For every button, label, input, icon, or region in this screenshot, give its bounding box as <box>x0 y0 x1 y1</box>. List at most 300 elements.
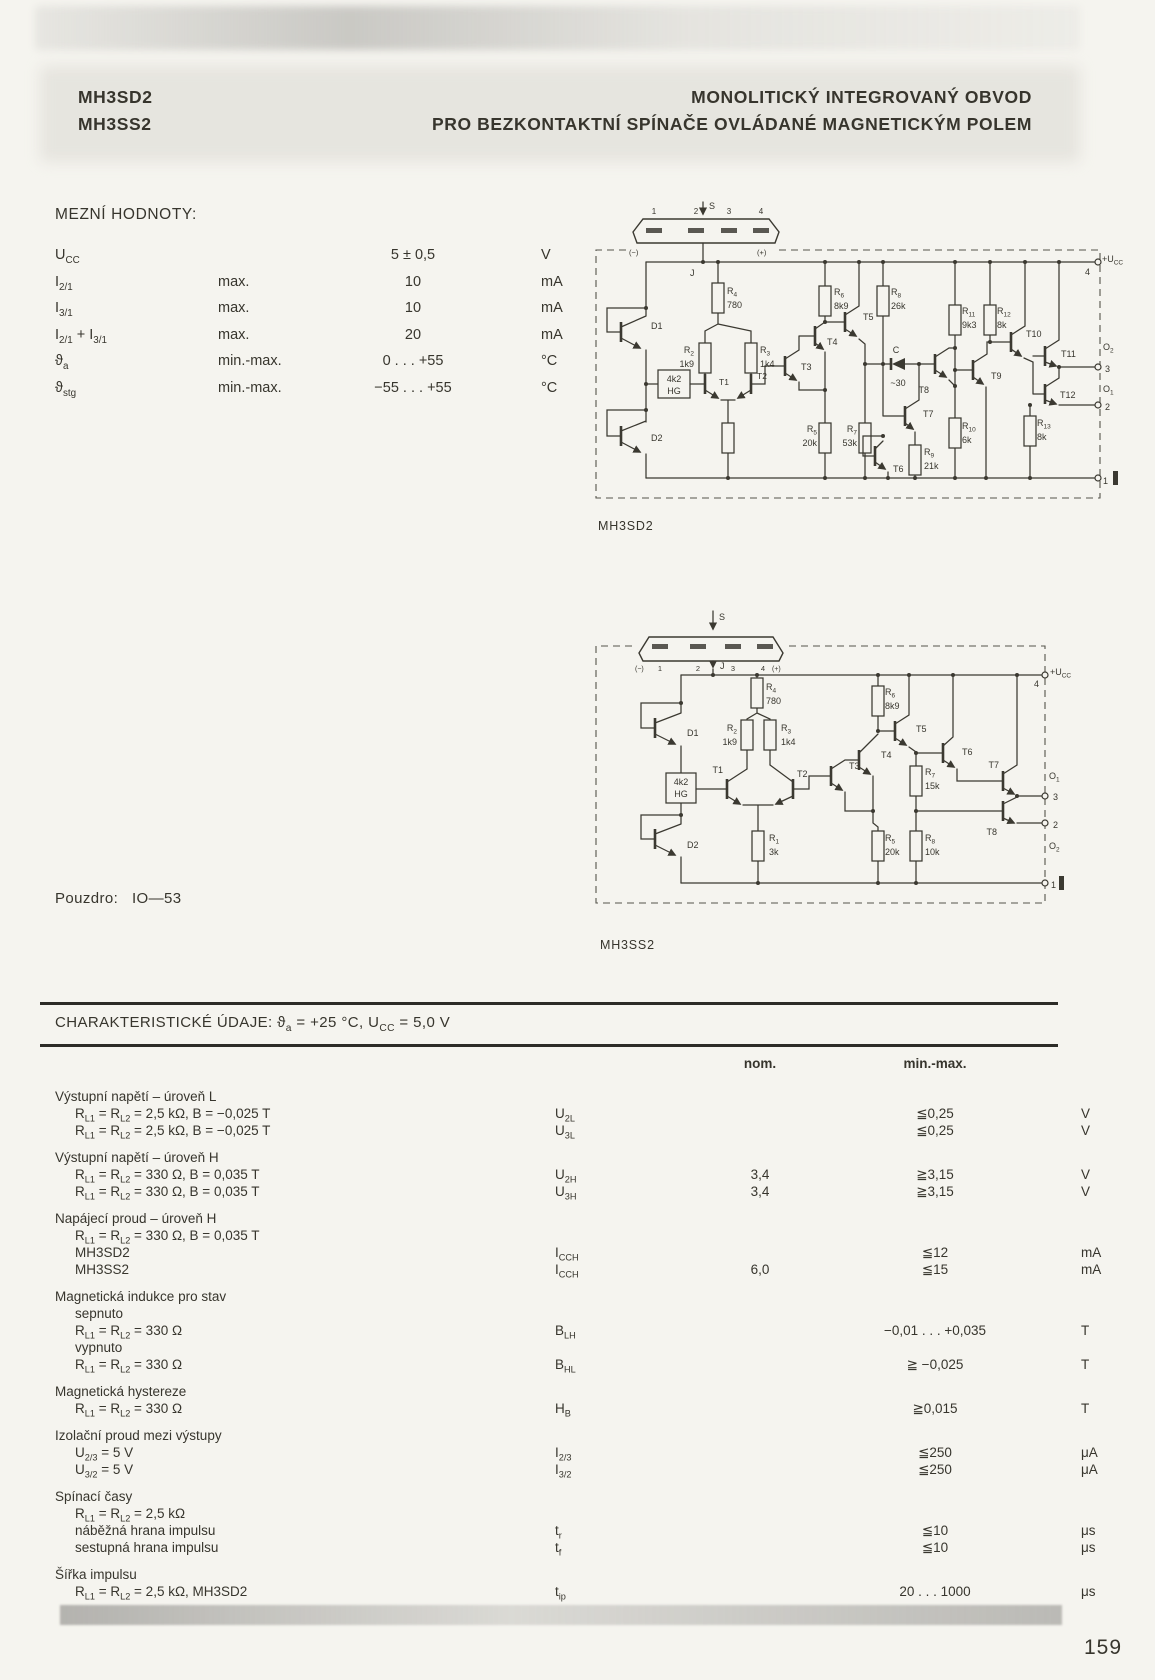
table-cell: ≦250 <box>918 1462 952 1477</box>
table-cell: ≧ −0,025 <box>906 1357 964 1372</box>
table-row <box>55 1339 1120 1356</box>
schematic-label: 3 <box>726 207 732 216</box>
schematic-label: S <box>709 201 716 211</box>
schematic-label: 15k <box>925 781 940 791</box>
table-cell <box>555 1566 705 1583</box>
schematic-label: C <box>892 345 900 355</box>
schematic-label: 2 <box>1053 820 1059 830</box>
table-row <box>55 1288 1120 1305</box>
table-cell: Magnetická hystereze <box>55 1384 187 1399</box>
schematic-label: D2 <box>687 840 699 850</box>
table-cell: $R_{L1} = R_{L2} = 2,5$ kΩ, B = −0,025 T <box>75 1106 271 1124</box>
table-cell: $R_{L1} = R_{L2} = 330$ Ω <box>75 1323 183 1341</box>
schematic-label: 1k4 <box>760 359 775 369</box>
table-cell: V <box>541 247 551 263</box>
schematic-label: T5 <box>916 724 927 734</box>
schematic-label: T5 <box>863 312 874 322</box>
schematic-label: ~30 <box>890 378 906 388</box>
schematic2-caption: MH3SS2 <box>600 938 655 952</box>
schematic-label: 8k <box>1037 432 1047 442</box>
table-cell <box>705 1210 815 1227</box>
table-cell: T <box>1081 1357 1090 1372</box>
schematic-label: T6 <box>893 464 904 474</box>
table-cell <box>705 1539 815 1562</box>
table-cell <box>705 1122 815 1145</box>
table-cell: Výstupní napětí – úroveň L <box>55 1089 217 1104</box>
package-note-value: IO—53 <box>131 890 182 907</box>
schematic-label: 4 <box>1034 679 1040 689</box>
schematic-label: $R_8$ <box>925 833 936 846</box>
table-cell: −55 . . . +55 <box>374 379 452 396</box>
ground-icon <box>1113 471 1118 485</box>
table-cell: ≦0,25 <box>916 1106 954 1121</box>
schematic-label: J <box>690 268 695 278</box>
schematic-label: T8 <box>918 385 929 395</box>
table-cell <box>705 1583 815 1606</box>
table-cell: V <box>1081 1106 1091 1121</box>
table-cell <box>555 1288 705 1305</box>
table-cell <box>815 1088 1055 1105</box>
schematic-label: 4k2 <box>666 374 682 384</box>
schematic-label: (−) <box>629 248 639 257</box>
table-cell <box>705 1488 815 1505</box>
part-number-2: MH3SS2 <box>78 114 152 134</box>
table-row <box>55 269 615 296</box>
table-cell: $R_{L1} = R_{L2} = 330$ Ω <box>75 1401 183 1419</box>
schematic-label: T11 <box>1061 349 1076 359</box>
table-cell: min.-max. <box>218 353 282 369</box>
table-cell: 6,0 <box>750 1262 770 1277</box>
mh3ss2-schematic <box>593 563 1143 913</box>
mh3sd2-schematic <box>593 198 1143 510</box>
table-cell <box>815 1427 1055 1444</box>
table-cell <box>815 1339 1055 1356</box>
table-cell <box>555 1149 705 1166</box>
table-cell: μs <box>1081 1540 1096 1555</box>
scan-artifact-bottom <box>60 1605 1062 1625</box>
schematic-label: $R_{12}$ <box>997 306 1011 319</box>
schematic-label: $R_6$ <box>834 287 845 300</box>
table-cell: ≦0,25 <box>916 1123 954 1138</box>
table-cell <box>815 1288 1055 1305</box>
table-cell <box>815 1566 1055 1583</box>
table-cell <box>555 1088 705 1105</box>
table-cell: V <box>1081 1184 1091 1199</box>
schematic-label: 6k <box>962 435 972 445</box>
schematic-label: $R_{10}$ <box>962 421 976 434</box>
table-cell: mA <box>541 273 563 290</box>
limits-title: MEZNÍ HODNOTY: <box>55 206 197 223</box>
table-cell: 10 <box>404 273 422 290</box>
schematic-label: 4 <box>758 207 764 216</box>
schematic-label: 1k9 <box>679 359 694 369</box>
schematic-label: (+) <box>772 666 781 673</box>
schematic-label: 8k <box>997 320 1007 330</box>
table-row <box>55 1322 1120 1339</box>
schematic1-caption: MH3SD2 <box>598 519 654 533</box>
table-cell <box>705 1149 815 1166</box>
part-numbers <box>78 84 153 138</box>
table-cell <box>1055 1566 1120 1583</box>
table-row <box>55 1539 1120 1556</box>
table-cell: ≦15 <box>921 1262 949 1277</box>
schematic-label: 1 <box>657 664 663 673</box>
schematic-label: 20k <box>885 847 900 857</box>
table-cell: 20 <box>404 326 422 343</box>
schematic-label: 1k9 <box>722 737 737 747</box>
table-cell: mA <box>1081 1262 1102 1277</box>
table-cell: T <box>1081 1401 1090 1416</box>
table-cell: −0,01 . . . +0,035 <box>883 1323 987 1338</box>
table-cell: $H_B$ <box>555 1401 571 1419</box>
schematic-label: D2 <box>651 433 663 443</box>
schematic-label: 2 <box>1105 402 1111 412</box>
table-cell: $ϑ_{stg}$ <box>55 379 77 399</box>
table-cell <box>555 1339 705 1356</box>
table-cell: $I_{3/2}$ <box>555 1462 572 1480</box>
table-row <box>55 1488 1120 1505</box>
schematic-label: T1 <box>719 377 729 387</box>
table-cell <box>705 1356 815 1379</box>
table-cell <box>1055 1427 1120 1444</box>
table-cell: max. <box>218 273 250 290</box>
schematic-label: D1 <box>687 728 699 738</box>
schematic-label: $R_5$ <box>806 424 817 437</box>
table-cell: $I_{2/1} + I_{3/1}$ <box>55 326 107 346</box>
table-cell: ≧3,15 <box>916 1167 954 1182</box>
schematic-label: 20k <box>802 438 817 448</box>
schematic-label: $R_2$ <box>726 723 737 736</box>
table-cell <box>815 1149 1055 1166</box>
table-cell: ≦12 <box>921 1245 949 1260</box>
schematic-label: 8k9 <box>834 301 849 311</box>
schematic-label: 4k2 <box>673 777 689 787</box>
schematic-label: 780 <box>766 696 782 706</box>
table-row <box>55 295 615 322</box>
table-cell <box>1055 1088 1120 1105</box>
table-cell: ≧0,015 <box>912 1401 958 1416</box>
table-cell: ≧3,15 <box>916 1184 954 1199</box>
table-cell: $R_{L1} = R_{L2} = 330$ Ω, B = 0,035 T <box>75 1167 260 1185</box>
table-cell: $R_{L1} = R_{L2} = 2,5$ kΩ, MH3SD2 <box>75 1584 248 1602</box>
table-cell: 10 <box>404 300 422 316</box>
table-row <box>55 1427 1120 1444</box>
table-cell: $R_{L1} = R_{L2} = 2,5$ kΩ <box>75 1506 186 1524</box>
table-cell: $I_{CCH}$ <box>555 1262 579 1280</box>
schematic-label: 1 <box>651 207 657 216</box>
schematic-label: 3 <box>1053 792 1059 802</box>
table-cell: sestupná hrana impulsu <box>75 1540 219 1555</box>
table-row <box>55 348 615 375</box>
table-cell: min.-max. <box>218 379 282 396</box>
rule-mid <box>40 1044 1058 1047</box>
table-cell: Šířka impulsu <box>55 1567 137 1582</box>
table-cell: $R_{L1} = R_{L2} = 330$ Ω <box>75 1357 183 1375</box>
table-cell: $U_{2L}$ <box>555 1106 575 1124</box>
table-cell: $I_{2/3}$ <box>555 1445 572 1463</box>
table-cell: $U_{2H}$ <box>555 1167 577 1185</box>
table-cell: $U_{2/3} = 5$ V <box>75 1445 134 1463</box>
table-cell <box>705 1383 815 1400</box>
schematic-label: $O_2$ <box>1049 841 1060 854</box>
schematic-label: 53k <box>842 438 857 448</box>
table-cell: mA <box>541 300 563 316</box>
schematic-label: T10 <box>1026 329 1042 339</box>
table-cell: $U_{3H}$ <box>555 1184 577 1202</box>
ground-icon <box>1059 876 1064 890</box>
schematic-label: 4 <box>1085 267 1091 277</box>
table-cell: $t_f$ <box>555 1540 562 1558</box>
scan-artifact-top <box>35 6 1080 50</box>
schematic-border <box>596 646 1045 903</box>
table-row <box>55 322 615 349</box>
table-row <box>55 1227 1120 1244</box>
table-cell: náběžná hrana impulsu <box>75 1523 216 1538</box>
table-cell: 3,4 <box>750 1184 770 1199</box>
schematic-label: 1 <box>1103 476 1109 486</box>
junction-dots <box>679 673 1019 885</box>
table-cell: $I_{2/1}$ <box>55 273 73 293</box>
table-cell: μA <box>1081 1462 1098 1477</box>
table-cell: Napájecí proud – úroveň H <box>55 1211 217 1226</box>
title-line-2: PRO BEZKONTAKTNÍ SPÍNAČE OVLÁDANÉ MAGNETICKÝM POLEM <box>431 114 1032 134</box>
schematic-label: T4 <box>881 750 892 760</box>
schematic-label: T7 <box>923 409 934 419</box>
table-cell: ≦10 <box>921 1523 949 1538</box>
schematic-label: J <box>720 661 725 671</box>
table-cell <box>705 1427 815 1444</box>
schematic-label: 26k <box>891 301 906 311</box>
table-cell <box>815 1305 1055 1322</box>
table-cell: 20 . . . 1000 <box>899 1584 971 1599</box>
table-row <box>55 1505 1120 1522</box>
table-cell: max. <box>218 300 250 316</box>
table-cell: Výstupní napětí – úroveň H <box>55 1150 219 1165</box>
table-cell: 0 . . . +55 <box>382 353 444 369</box>
table-cell <box>555 1427 705 1444</box>
schematic-label: T8 <box>986 827 997 837</box>
page-number: 159 <box>1084 1636 1123 1659</box>
table-cell <box>815 1383 1055 1400</box>
table-cell: $B_{HL}$ <box>555 1357 576 1375</box>
schematic-label: 3 <box>1105 364 1111 374</box>
schematic-label: $R_3$ <box>781 723 792 736</box>
table-cell <box>1055 1383 1120 1400</box>
table-cell: ≦10 <box>921 1540 949 1555</box>
table-cell: MH3SD2 <box>75 1245 130 1260</box>
table-row <box>55 1105 1120 1122</box>
table-cell <box>705 1339 815 1356</box>
table-row <box>55 1583 1120 1600</box>
table-cell: $U_{3/2} = 5$ V <box>75 1462 134 1480</box>
table-cell <box>815 1488 1055 1505</box>
schematic-label: T2 <box>797 769 808 779</box>
title-line-1: MONOLITICKÝ INTEGROVANÝ OBVOD <box>691 87 1032 107</box>
limits-table <box>55 242 615 401</box>
table-cell: $U_{CC}$ <box>55 247 80 266</box>
table-cell: $I_{3/1}$ <box>55 300 73 319</box>
table-cell: V <box>1081 1123 1091 1138</box>
table-cell: $ϑ_a$ <box>55 353 69 372</box>
schematic-label: HG <box>667 386 681 396</box>
schematic-label: 21k <box>924 461 939 471</box>
table-cell <box>705 1305 815 1322</box>
schematic-label: $R_8$ <box>891 287 902 300</box>
table-cell: μs <box>1081 1584 1096 1599</box>
table-cell <box>705 1400 815 1423</box>
table-row <box>55 1122 1120 1139</box>
schematic-label: $R_7$ <box>846 424 857 437</box>
table-cell: $B_{LH}$ <box>555 1323 576 1341</box>
schematic-label: 780 <box>727 300 743 310</box>
table-cell: vypnuto <box>75 1340 123 1355</box>
table-cell: μs <box>1081 1523 1096 1538</box>
table-row <box>55 1305 1120 1322</box>
package-note <box>55 890 181 907</box>
schematic-label: $R_4$ <box>766 682 777 695</box>
schematic-label: 3k <box>769 847 779 857</box>
table-cell: Izolační proud mezi výstupy <box>55 1428 222 1443</box>
schematic-label: $R_5$ <box>885 833 896 846</box>
table-row <box>55 1244 1120 1261</box>
schematic-label: $O_2$ <box>1103 342 1114 355</box>
table-row <box>55 1149 1120 1166</box>
table-cell <box>1055 1288 1120 1305</box>
schematic-label: T7 <box>988 760 999 770</box>
table-cell <box>1055 1149 1120 1166</box>
table-cell <box>555 1305 705 1322</box>
schematic-label: (+) <box>757 248 767 257</box>
table-cell: $I_{CCH}$ <box>555 1245 579 1263</box>
schematic-label: T12 <box>1060 390 1076 400</box>
table-cell: 3,4 <box>750 1167 770 1182</box>
schematic-label: $R_3$ <box>760 345 771 358</box>
table-cell <box>1055 1488 1120 1505</box>
schematic-label: 2 <box>693 207 699 216</box>
table-cell <box>1055 1305 1120 1322</box>
schematic-label: 1 <box>1051 880 1057 890</box>
schematic-label: 2 <box>695 664 701 673</box>
schematic-label: 4 <box>760 664 766 673</box>
schematic-label: 10k <box>925 847 940 857</box>
table-cell <box>1055 1210 1120 1227</box>
part-number-1: MH3SD2 <box>78 87 153 107</box>
schematic-label: S <box>719 612 726 622</box>
table-row <box>55 1461 1120 1478</box>
table-row <box>55 375 615 402</box>
schematic-label: $R_{11}$ <box>962 306 976 319</box>
schematic-label: T4 <box>827 337 838 347</box>
schematic-label: T9 <box>991 371 1002 381</box>
table-row <box>55 1356 1120 1373</box>
schematic-label: 9k3 <box>962 320 977 330</box>
schematic-label: 8k9 <box>885 701 900 711</box>
schematic-label: T2 <box>757 371 767 381</box>
table-cell: $t_r$ <box>555 1523 562 1541</box>
table-row <box>55 1261 1120 1278</box>
table-cell <box>705 1461 815 1484</box>
table-row <box>55 1210 1120 1227</box>
schematic-label: T3 <box>801 362 812 372</box>
table-cell: V <box>1081 1167 1091 1182</box>
schematic-label: (−) <box>635 666 644 673</box>
schematic-label: $R_2$ <box>683 345 694 358</box>
table-cell: $t_{ip}$ <box>555 1584 566 1602</box>
table-cell: mA <box>1081 1245 1102 1260</box>
table-cell: mA <box>541 326 563 343</box>
table-cell: Spínací časy <box>55 1489 133 1504</box>
table-cell: max. <box>218 326 250 343</box>
table-cell: MH3SS2 <box>75 1262 130 1277</box>
schematic-label: $R_1$ <box>769 833 780 846</box>
schematic-label: $R_9$ <box>924 447 935 460</box>
schematic-label: $R_4$ <box>727 286 738 299</box>
table-row <box>55 242 615 269</box>
schematic-label: $R_7$ <box>925 767 936 780</box>
table-cell <box>1055 1339 1120 1356</box>
schematic-label: T1 <box>712 765 723 775</box>
schematic-label: $R_6$ <box>885 687 896 700</box>
table-cell: $U_{3L}$ <box>555 1123 575 1141</box>
table-cell <box>815 1210 1055 1227</box>
table-cell <box>705 1566 815 1583</box>
characteristics-title: CHARAKTERISTICKÉ ÚDAJE: $ϑ_a = +25$ °C, $U_{CC} = 5,0$ V <box>55 1014 451 1034</box>
table-cell: T <box>1081 1323 1090 1338</box>
table-row <box>55 1166 1120 1183</box>
schematic-label: HG <box>674 789 688 799</box>
table-row <box>55 1383 1120 1400</box>
table-row <box>55 1183 1120 1200</box>
table-cell <box>555 1383 705 1400</box>
schematic-label: 1k4 <box>781 737 796 747</box>
table-cell: $R_{L1} = R_{L2} = 2,5$ kΩ, B = −0,025 T <box>75 1123 271 1141</box>
table-cell <box>705 1088 815 1105</box>
table-cell: $R_{L1} = R_{L2} = 330$ Ω, B = 0,035 T <box>75 1184 260 1202</box>
table-cell: Magnetická indukce pro stav <box>55 1289 227 1304</box>
table-cell <box>555 1488 705 1505</box>
table-cell: ≦250 <box>918 1445 952 1460</box>
table-cell <box>555 1210 705 1227</box>
rule-top <box>40 1002 1058 1005</box>
table-row <box>55 1566 1120 1583</box>
table-row <box>55 1088 1120 1105</box>
schematic-label: $+U_{CC}$ <box>1050 667 1072 680</box>
table-cell: °C <box>541 379 558 396</box>
schematic-label: $+U_{CC}$ <box>1102 254 1124 267</box>
table-cell: sepnuto <box>75 1306 124 1321</box>
table-row <box>55 1444 1120 1461</box>
page-title <box>300 84 1032 138</box>
table-cell: °C <box>541 353 558 369</box>
schematic-label: T6 <box>962 747 973 757</box>
schematic-label: $O_1$ <box>1049 771 1060 784</box>
col-header-nom: nom. <box>743 1056 777 1071</box>
table-cell: μA <box>1081 1445 1098 1460</box>
col-header-minmax: min.-max. <box>903 1056 967 1071</box>
table-row <box>55 1400 1120 1417</box>
package-note-label: Pouzdro: <box>55 890 119 907</box>
schematic-label: 3 <box>730 664 736 673</box>
table-cell: 5 ± 0,5 <box>390 247 436 263</box>
schematic-label: $O_1$ <box>1103 384 1114 397</box>
schematic-label: D1 <box>651 321 663 331</box>
table-row <box>55 1522 1120 1539</box>
table-cell <box>705 1288 815 1305</box>
characteristics-table <box>55 1078 1120 1600</box>
table-cell: $R_{L1} = R_{L2} = 330$ Ω, B = 0,035 T <box>75 1228 260 1246</box>
schematic-label: T3 <box>849 761 860 771</box>
schematic-label: $R_{13}$ <box>1037 418 1051 431</box>
